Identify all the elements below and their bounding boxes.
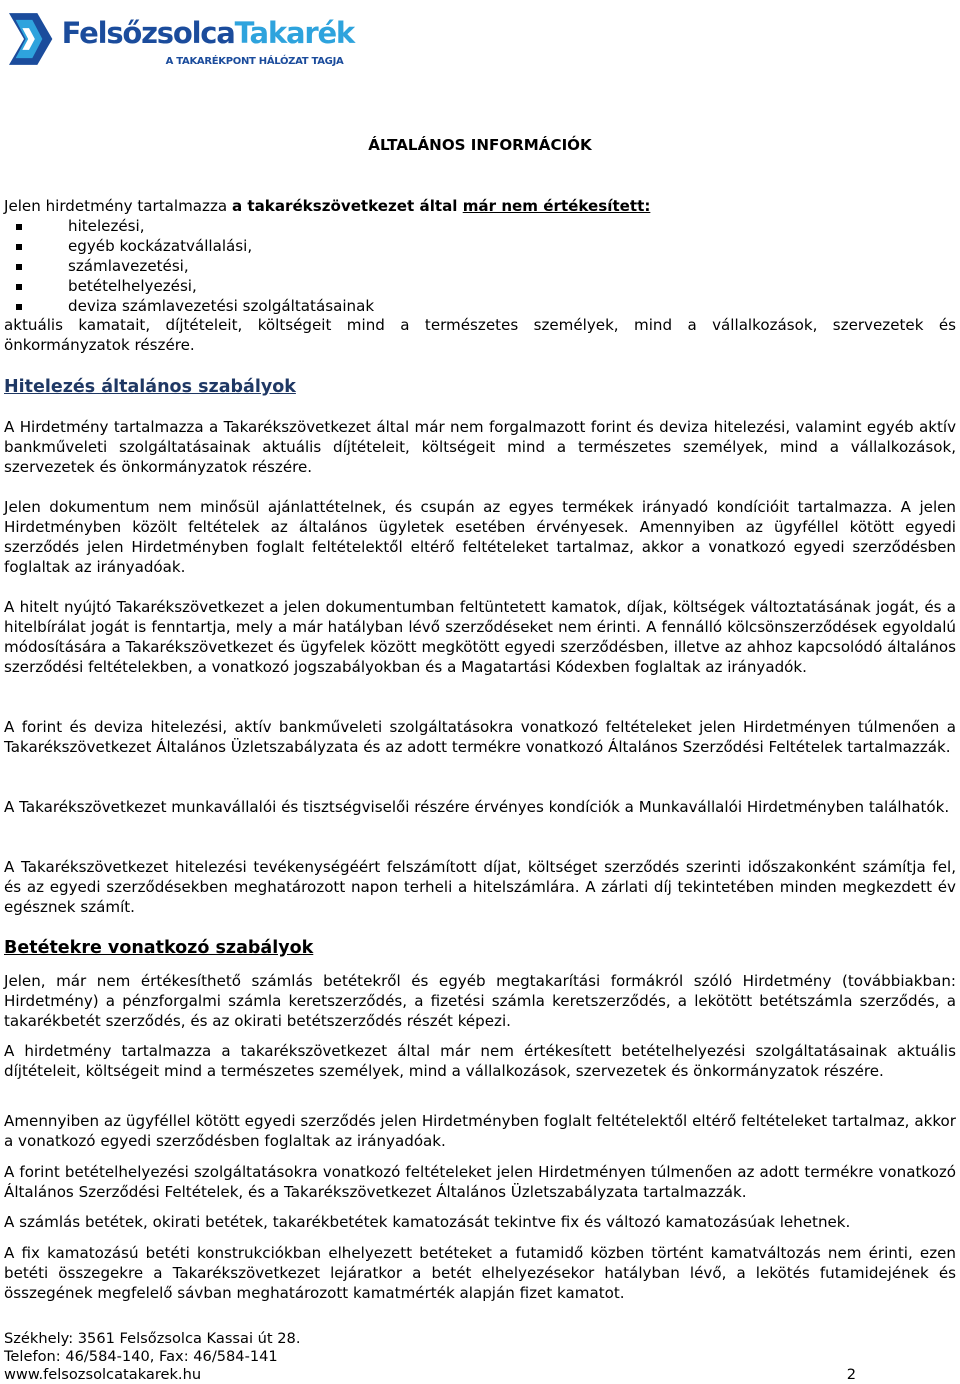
deposit-para-4 xyxy=(4,1163,956,1203)
paragraph: A számlás betétek, okirati betétek, takarékbetétek kamatozását tekintve fix és változó kamatozásúak lehetnek. xyxy=(4,1213,851,1231)
paragraph: A Takarékszövetkezet munkavállalói és tisztségviselői részére érvényes kondíciók a Munkavállalói Hirdetményben találhatók. xyxy=(4,798,950,816)
intro-lead: Jelen hirdetmény tartalmazza a takarékszövetkezet által már nem értékesített: xyxy=(4,197,651,215)
page-title: ÁLTALÁNOS INFORMÁCIÓK xyxy=(368,136,592,154)
lending-para-6 xyxy=(4,858,956,918)
deposit-para-5 xyxy=(4,1213,956,1233)
paragraph: Jelen, már nem értékesíthető számlás betétekről és egyéb megtakarítási formákról szóló Hirdetmény (továbbiakban: Hirdetmény) a pénzforgalmi számla keretszerződés, a fizetési számla keretszerződés, a lekötött betétszámla szerződés, a takarékbetét szerződés, és az okirati betétszerződés részét képezi. xyxy=(4,972,956,1030)
footer-phone: Telefon: 46/584-140, Fax: 46/584-141 xyxy=(4,1347,278,1365)
company-logo xyxy=(4,2,354,76)
page-footer xyxy=(4,1330,856,1383)
paragraph: A Hirdetmény tartalmazza a Takarékszövetkezet által már nem forgalmazott forint és deviza hitelezési, valamint egyéb aktív bankműveleti szolgáltatásainak aktuális díjtételeit, költségeit mind a természetes személyek, mind a vállalkozások, szervezetek és önkormányzatok részére. xyxy=(4,418,956,476)
service-list xyxy=(4,217,956,317)
page-number: 2 xyxy=(846,1365,856,1383)
section-heading-lending: Hitelezés általános szabályok xyxy=(4,377,296,397)
intro-closing: aktuális kamatait, díjtételeit, költségeit mind a természetes személyek, mind a vállalkozások, szervezetek és önkormányzatok részére. xyxy=(4,316,956,355)
paragraph: Amennyiben az ügyféllel kötött egyedi szerződés jelen Hirdetményben foglalt feltételektől eltérő feltételeket tartalmaz, akkor a vonatkozó egyedi szerződésben foglaltak az irányadóak. xyxy=(4,1112,956,1150)
list-item: deviza számlavezetési szolgáltatásainak xyxy=(68,297,956,317)
paragraph: Jelen dokumentum nem minősül ajánlattételnek, és csupán az egyes termékek irányadó kondícióit tartalmazza. A jelen Hirdetményben közölt feltételek az általános ügyletek esetében érvényesek. Amennyiben az ügyféllel kötött egyedi szerződés jelen Hirdetményben foglalt feltételektől eltérő feltételeket tartalmaz, akkor a vonatkozó egyedi szerződésben foglaltak az irányadóak. xyxy=(4,498,956,576)
deposit-para-2 xyxy=(4,1042,956,1082)
section-heading-deposits: Betétekre vonatkozó szabályok xyxy=(4,938,314,958)
paragraph: A fix kamatozású betéti konstrukciókban elhelyezett betéteket a futamidő közben történt kamatváltozás nem érinti, ezen betéti összegekre a Takarékszövetkezet lejáratkor a betét elhelyezésekor hatályban lévő, a lekötés futamidejének és összegének megfelelő sávban meghatározott kamatmérték alapján fizet kamatot. xyxy=(4,1244,956,1302)
footer-website[interactable]: www.felsozsolcatakarek.hu xyxy=(4,1365,202,1383)
intro-section xyxy=(4,197,956,356)
lending-para-1 xyxy=(4,418,956,478)
paragraph: A Takarékszövetkezet hitelezési tevékenységéért felszámított díjat, költséget szerződés szerinti időszakonként számítja fel, és az egyedi szerződésekben meghatározott napon terheli a hitelszámlára. A zárlati díj tekintetében minden megkezdett év egésznek számít. xyxy=(4,858,956,916)
deposit-para-6 xyxy=(4,1244,956,1304)
lending-para-3 xyxy=(4,598,956,678)
paragraph: A forint betételhelyezési szolgáltatásokra vonatkozó feltételeket jelen Hirdetményen túlmenően az adott termékre vonatkozó Általános Szerződési Feltételek, és a Takarékszövetkezet Általános Üzletszabályzata tartalmazzák. xyxy=(4,1163,956,1201)
paragraph: A hirdetmény tartalmazza a takarékszövetkezet által már nem értékesített betételhelyezési szolgáltatásainak aktuális díjtételeit, költségeit mind a természetes személyek, mind a vállalkozások, szervezetek és önkormányzatok részére. xyxy=(4,1042,956,1080)
paragraph: A hitelt nyújtó Takarékszövetkezet a jelen dokumentumban feltüntetett kamatok, díjak, költségek változtatásának jogát, és a hitelbírálat jogát is fenntartja, mely a már hatályban lévő szerződéseket nem érinti. A fennálló kölcsönszerződések egyoldalú módosítására a Takarékszövetkezet és ügyfelek között megkötött egyedi szerződésben, illetve az ahhoz kapcsolódó általános szerződési feltételekben, a vonatkozó jogszabályokban és a Magatartási Kódexben foglaltak az irányadók. xyxy=(4,598,956,676)
logo-name: FelsőzsolcaTakarék xyxy=(61,16,354,50)
logo-tagline: A TAKARÉKPONT HÁLÓZAT TAGJA xyxy=(165,56,344,67)
lending-para-2 xyxy=(4,498,956,578)
paragraph: A forint és deviza hitelezési, aktív bankműveleti szolgáltatásokra vonatkozó feltételeket jelen Hirdetményen túlmenően a Takarékszövetkezet Általános Üzletszabályzata és az adott termékre vonatkozó Általános Szerződési Feltételek tartalmazzák. xyxy=(4,718,956,756)
list-item: betételhelyezési, xyxy=(68,277,956,297)
deposit-para-1 xyxy=(4,972,956,1032)
lending-para-4 xyxy=(4,718,956,758)
footer-address: Székhely: 3561 Felsőzsolca Kassai út 28. xyxy=(4,1330,301,1347)
list-item: egyéb kockázatvállalási, xyxy=(68,237,956,257)
lending-para-5 xyxy=(4,798,956,818)
list-item: számlavezetési, xyxy=(68,257,956,277)
lending-rules-section xyxy=(4,376,956,398)
arrow-logo-icon xyxy=(4,4,56,74)
deposit-rules-section xyxy=(4,937,956,959)
deposit-para-3 xyxy=(4,1112,956,1152)
list-item: hitelezési, xyxy=(68,217,956,237)
